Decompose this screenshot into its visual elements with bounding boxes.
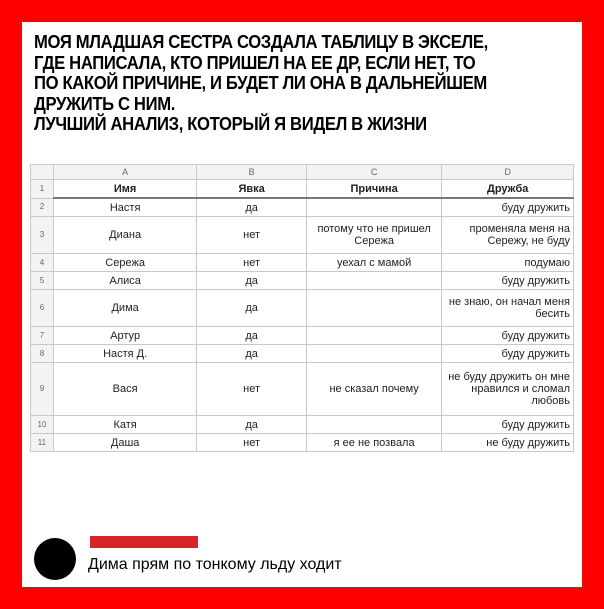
table-row	[31, 327, 574, 345]
meme-caption	[34, 32, 520, 135]
cell-name[interactable]: Катя	[53, 416, 196, 434]
cell-friendship[interactable]: буду дружить	[442, 198, 574, 217]
cell-reason[interactable]: потому что не пришел Сережа	[306, 217, 442, 254]
cell-name[interactable]: Артур	[53, 327, 196, 345]
cell-attendance[interactable]: да	[197, 345, 307, 363]
cell-reason[interactable]	[306, 416, 442, 434]
row-number[interactable]: 3	[31, 217, 54, 254]
row-number[interactable]: 9	[31, 363, 54, 416]
avatar	[34, 538, 76, 580]
table-row	[31, 290, 574, 327]
row-number[interactable]: 11	[31, 434, 54, 452]
caption-line: ЛУЧШИЙ АНАЛИЗ, КОТОРЫЙ Я ВИДЕЛ В ЖИЗНИ	[34, 113, 427, 134]
cell-reason[interactable]: уехал с мамой	[306, 254, 442, 272]
header-cell-friendship[interactable]: Дружба	[442, 180, 574, 199]
table-header-row	[31, 180, 574, 199]
cell-attendance[interactable]: нет	[197, 254, 307, 272]
header-cell-name[interactable]: Имя	[53, 180, 196, 199]
table-row	[31, 345, 574, 363]
cell-name[interactable]: Даша	[53, 434, 196, 452]
cell-name[interactable]: Вася	[53, 363, 196, 416]
table-row	[31, 434, 574, 452]
row-number[interactable]: 2	[31, 198, 54, 217]
table-row	[31, 217, 574, 254]
row-number[interactable]: 4	[31, 254, 54, 272]
cell-attendance[interactable]: да	[197, 290, 307, 327]
cell-attendance[interactable]: нет	[197, 434, 307, 452]
cell-attendance[interactable]: да	[197, 198, 307, 217]
caption-line: ДРУЖИТЬ С НИМ.	[34, 92, 175, 114]
cell-reason[interactable]: не сказал почему	[306, 363, 442, 416]
cell-reason[interactable]	[306, 327, 442, 345]
cell-attendance[interactable]: да	[197, 272, 307, 290]
cell-friendship[interactable]: не буду дружить он мне нравился и сломал любовь	[442, 363, 574, 416]
cell-name[interactable]: Настя Д.	[53, 345, 196, 363]
cell-attendance[interactable]: нет	[197, 217, 307, 254]
meme-panel	[22, 22, 582, 587]
row-number[interactable]: 8	[31, 345, 54, 363]
cell-name[interactable]: Сережа	[53, 254, 196, 272]
caption-line: ПО КАКОЙ ПРИЧИНЕ, И БУДЕТ ЛИ ОНА В ДАЛЬНЕЙШЕМ	[34, 72, 487, 93]
row-number[interactable]: 10	[31, 416, 54, 434]
column-header-b[interactable]: B	[197, 165, 307, 180]
row-number[interactable]: 1	[31, 180, 54, 199]
cell-friendship[interactable]: не буду дружить	[442, 434, 574, 452]
row-number[interactable]: 6	[31, 290, 54, 327]
column-header-row	[31, 165, 574, 180]
row-number[interactable]: 7	[31, 327, 54, 345]
cell-name[interactable]: Диана	[53, 217, 196, 254]
redacted-username	[90, 536, 198, 548]
column-header-d[interactable]: D	[442, 165, 574, 180]
table-row	[31, 254, 574, 272]
comment	[30, 530, 574, 580]
cell-reason[interactable]	[306, 290, 442, 327]
cell-attendance[interactable]: да	[197, 416, 307, 434]
header-cell-reason[interactable]: Причина	[306, 180, 442, 199]
cell-friendship[interactable]: буду дружить	[442, 416, 574, 434]
cell-friendship[interactable]: буду дружить	[442, 345, 574, 363]
cell-reason[interactable]	[306, 198, 442, 217]
cell-friendship[interactable]: подумаю	[442, 254, 574, 272]
header-cell-attendance[interactable]: Явка	[197, 180, 307, 199]
cell-name[interactable]: Алиса	[53, 272, 196, 290]
cell-attendance[interactable]: да	[197, 327, 307, 345]
column-header-a[interactable]: A	[53, 165, 196, 180]
cell-friendship[interactable]: буду дружить	[442, 327, 574, 345]
cell-friendship[interactable]: не знаю, он начал меня бесить	[442, 290, 574, 327]
select-all-corner[interactable]	[31, 165, 54, 180]
table-row	[31, 363, 574, 416]
cell-name[interactable]: Настя	[53, 198, 196, 217]
cell-reason[interactable]	[306, 272, 442, 290]
table-row	[31, 272, 574, 290]
cell-reason[interactable]: я ее не позвала	[306, 434, 442, 452]
cell-reason[interactable]	[306, 345, 442, 363]
cell-name[interactable]: Дима	[53, 290, 196, 327]
caption-line: ГДЕ НАПИСАЛА, КТО ПРИШЕЛ НА ЕЕ ДР, ЕСЛИ НЕТ, ТО	[34, 51, 476, 73]
row-number[interactable]: 5	[31, 272, 54, 290]
spreadsheet-table	[30, 164, 574, 452]
table-row	[31, 416, 574, 434]
table-row	[31, 198, 574, 217]
cell-attendance[interactable]: нет	[197, 363, 307, 416]
caption-line: МОЯ МЛАДШАЯ СЕСТРА СОЗДАЛА ТАБЛИЦУ В ЭКСЕЛЕ,	[34, 31, 488, 52]
cell-friendship[interactable]: променяла меня на Сережу, не буду	[442, 217, 574, 254]
comment-text: Дима прям по тонкому льду ходит	[88, 556, 342, 573]
column-header-c[interactable]: C	[306, 165, 442, 180]
cell-friendship[interactable]: буду дружить	[442, 272, 574, 290]
